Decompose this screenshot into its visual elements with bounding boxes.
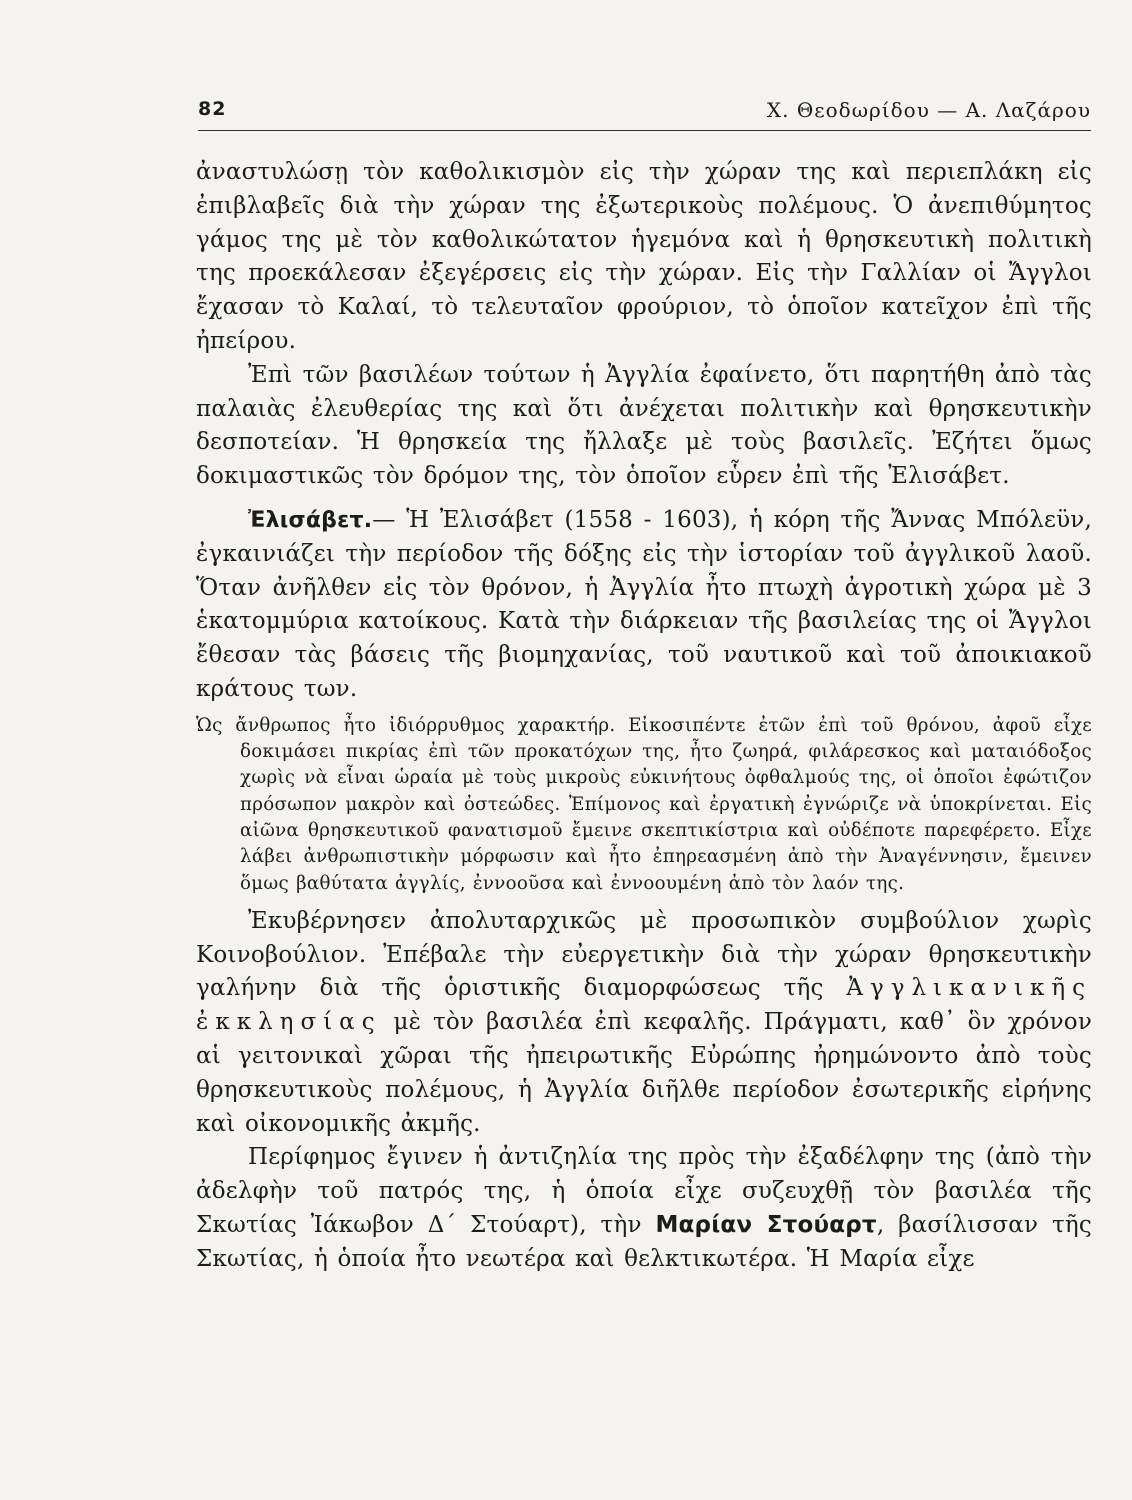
emphasis-anglican-church: Ἀγγλικανικῆς ἐκκλησίας <box>196 975 1092 1036</box>
paragraph-elisabeth <box>196 504 1092 707</box>
paragraph-1: ἀναστυλώσῃ τὸν καθολικισμὸν εἰς τὴν χώραν της καὶ περιεπλάκη εἰς ἐπιβλαβεῖς διὰ τὴν χώραν της ἐξωτερικοὺς πολέμους. Ὁ ἀνεπιθύμητος γάμος της μὲ τὸν καθολικώτατον ἡγεμόνα καὶ ἡ θρησκευτικὴ πολιτικὴ της προεκάλεσαν ἐξεγέρσεις εἰς τὴν χώραν. Εἰς τὴν Γαλλίαν οἱ Ἄγγλοι ἔχασαν τὸ Καλαί, τὸ τελευταῖον φρούριον, τὸ ὁποῖον κατεῖχον ἐπὶ τῆς ἠπείρου. <box>196 159 1092 354</box>
header-rule <box>198 130 1091 131</box>
paragraph-2: Ἐπὶ τῶν βασιλέων τούτων ἡ Ἀγγλία ἐφαίνετο, ὅτι παρητήθη ἀπὸ τὰς παλαιὰς ἐλευθερίας της καὶ ὅτι ἀνέχεται πολιτικὴν καὶ θρησκευτικὴν δεσποτείαν. Ἡ θρησκεία της ἤλλαξε μὲ τοὺς βασιλεῖς. Ἐζήτει ὅμως δοκιμαστικῶς τὸν δρόμον της, τὸν ὁποῖον εὗρεν ἐπὶ τῆς Ἐλισάβετ. <box>196 361 1092 490</box>
paragraph-5-part-a: Περίφημος ἔγινεν ἡ ἀντιζηλία της πρὸς τὴν ἐξαδέλφην της (ἀπὸ τὴν ἀδελφὴν τοῦ πατρός της, ἡ ὁποία εἶχε συζευχθῇ τὸν βασιλέα τῆς Σκωτίας Ἰάκωβον Δ΄ Στούαρτ), τὴν <box>196 1144 1092 1238</box>
paragraph-5 <box>196 1141 1092 1276</box>
body-text <box>196 156 1092 1277</box>
paragraph-5-part-b: , βασίλισσαν τῆς Σκωτίας, ἡ ὁποία ἦτο νεωτέρα καὶ θελκτικωτέρα. Ἡ Μαρία εἶχε <box>196 1212 1092 1272</box>
paragraph-4-part-b: μὲ τὸν βασιλέα ἐπὶ κεφαλῆς. Πράγματι, καθ᾽ ὃν χρόνον αἱ γειτονικαὶ χῶραι τῆς ἠπειρωτικῆς Εὐρώπης ἠρημώνοντο ἀπὸ τοὺς θρησκευτικοὺς πολέμους, ἡ Ἀγγλία διῆλθε περίοδον ἐσωτερικῆς εἰρήνης καὶ οἰκονομικῆς ἀκμῆς. <box>196 1009 1092 1137</box>
page-number: 82 <box>198 98 227 120</box>
paragraph-4 <box>196 905 1092 1142</box>
paragraph-3-text: — Ἡ Ἐλισάβετ (1558 - 1603), ἡ κόρη τῆς Ἄννας Μπόλεϋν, ἐγκαινιάζει τὴν περίοδον τῆς δόξης εἰς τὴν ἱστορίαν τοῦ ἀγγλικοῦ λαοῦ. Ὅταν ἀνῆλθεν εἰς τὸν θρόνον, ἡ Ἀγγλία ἦτο πτωχὴ ἀγροτικὴ χώρα μὲ 3 ἑκατομμύρια κατοίκους. Κατὰ τὴν διάρκειαν τῆς βασιλείας της οἱ Ἄγγλοι ἔθεσαν τὰς βάσεις τῆς βιομηχανίας, τοῦ ναυτικοῦ καὶ τοῦ ἀποικιακοῦ κράτους των. <box>196 506 1092 702</box>
page-header <box>198 98 1091 128</box>
small-print-note: Ὡς ἄνθρωπος ἦτο ἰδιόρρυθμος χαρακτήρ. Εἰκοσιπέντε ἐτῶν ἐπὶ τοῦ θρόνου, ἀφοῦ εἶχε δοκιμάσει πικρίας ἐπὶ τῶν προκατόχων της, ἦτο ζωηρά, φιλάρεσκος καὶ ματαιόδοξος χωρὶς νὰ εἶναι ὡραία μὲ τοὺς μικροὺς εὐκινήτους ὀφθαλμούς της, οἱ ὁποῖοι ἐφώτιζον πρόσωπον μακρὸν καὶ ὀστεώδες. Ἐπίμονος καὶ ἐργατικὴ ἐγνώριζε νὰ ὑποκρίνεται. Εἰς αἰῶνα θρησκευτικοῦ φανατισμοῦ ἔμεινε σκεπτικίστρια καὶ οὐδέποτε παρεφέρετο. Εἶχε λάβει ἀνθρωπιστικὴν μόρφωσιν καὶ ἦτο ἐπηρεασμένη ἀπὸ τὴν Ἀναγέννησιν, ἔμεινεν ὅμως βαθύτατα ἀγγλίς, ἐννοοῦσα καὶ ἐννοουμένη ἀπὸ τὸν λαόν της. <box>196 714 1092 894</box>
paragraph-4-part-a: Ἐκυβέρνησεν ἀπολυταρχικῶς μὲ προσωπικὸν συμβούλιον χωρὶς Κοινοβούλιον. Ἐπέβαλε τὴν εὐεργετικὴν διὰ τὴν χώραν θρησκευτικὴν γαλήνην διὰ τῆς ὁριστικῆς διαμορφώσεως τῆς <box>196 907 1092 1002</box>
section-heading-elisabeth: Ἐλισάβετ. <box>248 507 373 533</box>
emphasis-mary-stuart: Μαρίαν Στούαρτ <box>655 1212 877 1238</box>
running-head: Χ. Θεοδωρίδου — Α. Λαζάρου <box>766 98 1091 122</box>
